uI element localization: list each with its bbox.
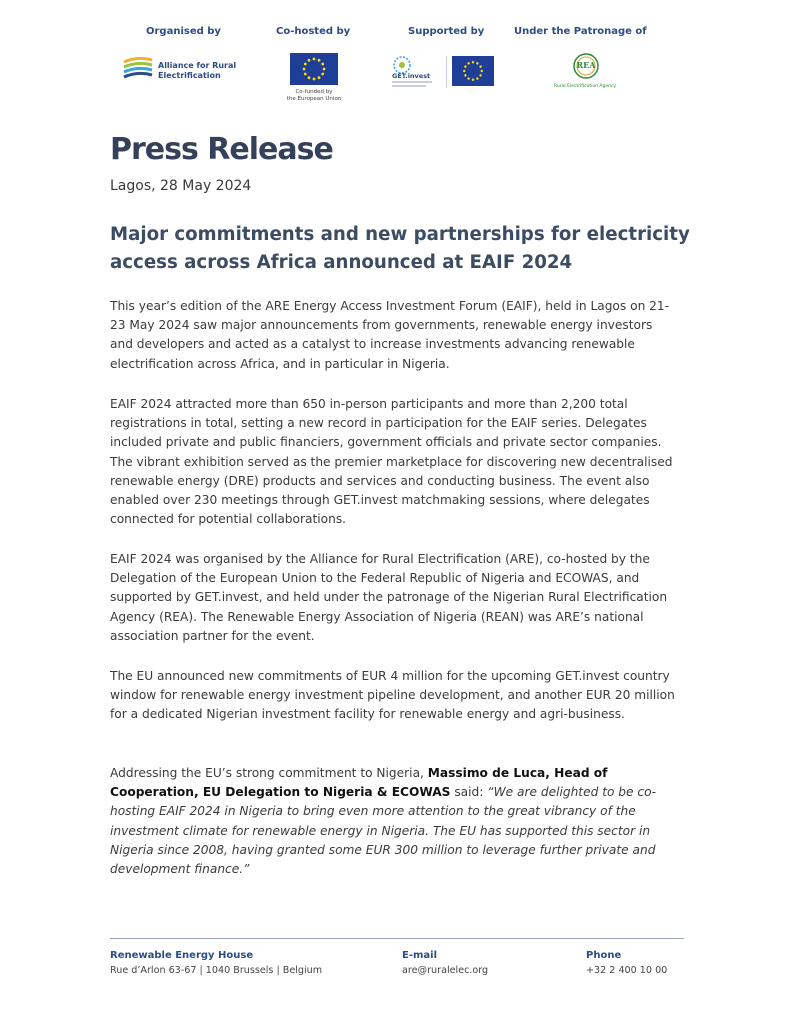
footer-email-link[interactable]: are@ruralelec.org [402, 965, 489, 976]
footer-address: Rue d’Arlon 63-67 | 1040 Brussels | Belgium [110, 965, 323, 976]
paragraph-2: EAIF 2024 attracted more than 650 in-person participants and more than 2,200 total registrations in total, setting a new record in participation for the EAIF series. Delegates included private and public financiers, government officials and private sector companies. The vibrant exhibition served as the premier marketplace for discovering new decentralised renewable energy (DRE) products and services and conducting business. The event also enabled over 230 meetings through GET.invest matchmaking sessions, where delegates connected for potential collaborations. [110, 397, 673, 527]
paragraph-5-intro: Addressing the EU’s strong commitment to Nigeria, [110, 766, 428, 780]
eu-cofunded-logo [284, 53, 344, 103]
headline: Major commitments and new partnerships for electricity access across Africa announced at EAIF 2024 [110, 224, 690, 273]
eu-caption-line1: Co-funded by [295, 89, 333, 95]
logo-divider [446, 56, 447, 88]
rea-caption: Rural Electrification Agency [554, 84, 617, 89]
rea-mark: REA [576, 60, 596, 70]
getinvest-tagline-line [392, 81, 432, 83]
are-logo-line2: Electrification [158, 71, 221, 80]
supported-by-label: Supported by [408, 26, 485, 37]
co-hosted-by-label: Co-hosted by [276, 26, 351, 37]
are-logo-line1: Alliance for Rural [158, 61, 237, 70]
eu-flag-icon [290, 53, 338, 85]
dateline: Lagos, 28 May 2024 [110, 178, 252, 194]
getinvest-tagline-line [392, 85, 426, 87]
paragraph-5 [110, 764, 675, 879]
are-logo [122, 54, 252, 82]
getinvest-logo [390, 55, 442, 89]
page-title: Press Release [110, 132, 333, 167]
eu-flag-icon [452, 56, 494, 86]
organised-by-label: Organised by [146, 26, 221, 37]
eu-caption-line2: the European Union [286, 96, 342, 102]
getinvest-name: GET.invest [392, 72, 431, 80]
are-logo-icon [122, 54, 154, 82]
speaker-name: Massimo de Luca, Head of Cooperation, EU Delegation to Nigeria & ECOWAS [110, 766, 608, 800]
paragraph-1: This year’s edition of the ARE Energy Access Investment Forum (EAIF), held in Lagos on 21-23 May 2024 saw major announcements from governments, renewable energy investors and developers and acted as a catalyst to increase investments advancing renewable electrification across Africa, and in particular in Nigeria. [110, 299, 670, 371]
footer-divider [110, 938, 684, 939]
footer-phone-label: Phone [586, 950, 622, 961]
footer-org-label: Renewable Energy House [110, 950, 254, 961]
footer-phone: +32 2 400 10 00 [586, 965, 668, 976]
speaker-quote: “We are delighted to be co-hosting EAIF 2024 in Nigeria to bring even more attention to the great vibrancy of the investment climate for renewable energy in Nigeria. The EU has supported this sector in Nigeria since 2008, having granted some EUR 300 million to leverage further private and development finance.” [110, 785, 656, 877]
paragraph-4: The EU announced new commitments of EUR 4 million for the upcoming GET.invest country window for renewable energy investment pipeline development, and another EUR 20 million for a dedicated Nigerian investment facility for renewable energy and agri-business. [110, 669, 675, 722]
footer-email-label: E-mail [402, 950, 438, 961]
paragraph-5-said: said: [450, 785, 488, 800]
rea-logo [554, 52, 617, 94]
paragraph-3: EAIF 2024 was organised by the Alliance for Rural Electrification (ARE), co-hosted by the Delegation of the European Union to the Federal Republic of Nigeria and ECOWAS, and supported by GET.invest, and held under the patronage of the Nigerian Rural Electrification Agency (REA). The Renewable Energy Association of Nigeria (REAN) was ARE’s national association partner for the event. [110, 552, 668, 643]
patronage-label: Under the Patronage of [514, 26, 647, 37]
